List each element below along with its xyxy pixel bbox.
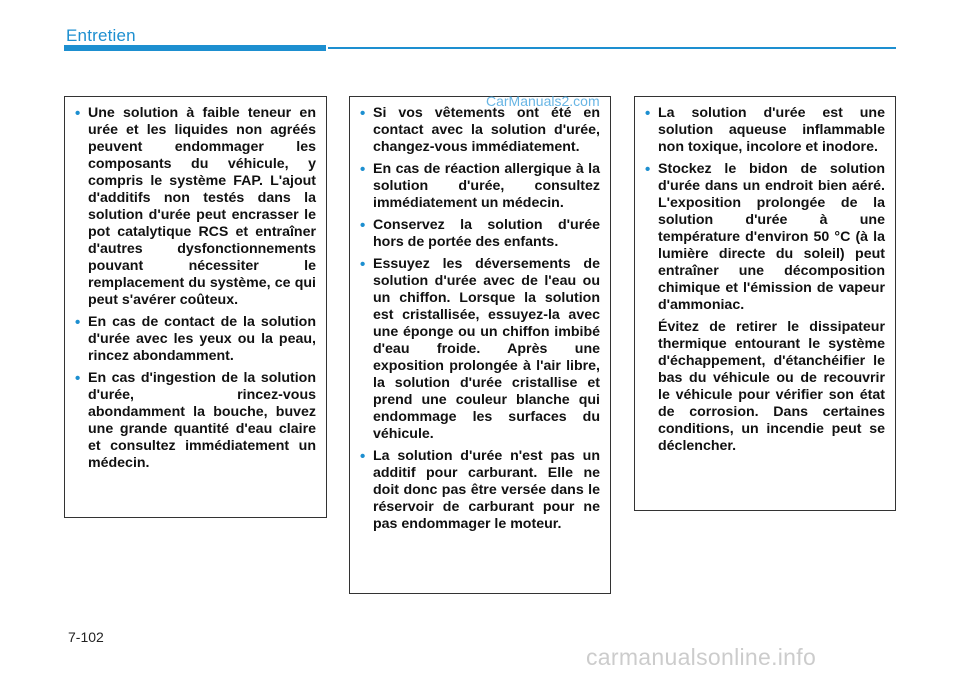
warning-box-1 [64, 96, 327, 518]
warning-list-2 [360, 105, 600, 533]
bullet-icon: • [360, 105, 366, 122]
warning-box-2 [349, 96, 611, 594]
bullet-icon: • [360, 448, 366, 465]
list-item: • En cas de contact de la solution d'urée avec les yeux ou la peau, rincez abondamment. [75, 314, 316, 364]
bullet-icon: • [645, 161, 651, 178]
bullet-icon: • [360, 161, 366, 178]
bullet-icon: • [360, 256, 366, 273]
header-rule-thick [64, 45, 326, 51]
list-item: • Une solution à faible teneur en urée et les liquides non agréés peuvent endommager les composants du véhicule, y compris le système FAP. L'ajout d'additifs non testés dans la solution d'urée peut encrasser le pot catalytique RCS et entraîner d'autres dysfonctionnements pouvant nécessiter le remplacement du système, ce qui peut s'avérer coûteux. [75, 105, 316, 308]
list-item: • La solution d'urée est une solution aqueuse inflammable non toxique, incolore et inodore. [645, 105, 885, 155]
list-item: • Conservez la solution d'urée hors de portée des enfants. [360, 217, 600, 250]
header-rule-thin [328, 47, 896, 49]
warning-list-3 [645, 105, 885, 314]
page-number: 7-102 [68, 629, 104, 645]
watermark-top: CarManuals2.com [486, 93, 600, 109]
watermark-bottom: carmanualsonline.info [586, 644, 817, 670]
bullet-icon: • [75, 370, 81, 387]
list-item: • En cas d'ingestion de la solution d'urée, rincez-vous abondamment la bouche, buvez une grande quantité d'eau claire et consultez immédiatement un médecin. [75, 370, 316, 471]
section-title: Entretien [66, 26, 136, 45]
list-item: • Essuyez les déversements de solution d'urée avec de l'eau ou un chiffon. Lorsque la solution est cristallisée, essuyez-la avec une éponge ou un chiffon imbibé d'eau froide. Après une exposition prolongée à l'air libre, la solution d'urée cristallise et prend une couleur blanche qui endommage les surfaces du véhicule. [360, 256, 600, 442]
bullet-icon: • [75, 105, 81, 122]
list-item: • Stockez le bidon de solution d'urée dans un endroit bien aéré. L'exposition prolongée de la solution d'urée à une température d'environ 50 °C (à la lumière directe du soleil) peut entraîner une décomposition chimique et l'émission de vapeur d'ammoniac. [645, 161, 885, 313]
warning-box-3 [634, 96, 896, 511]
bullet-icon: • [75, 314, 81, 331]
list-item: • En cas de réaction allergique à la solution d'urée, consultez immédiatement un médecin. [360, 161, 600, 211]
continuation-paragraph: Évitez de retirer le dissipateur thermique entourant le système d'échappement, d'étanchéifier le bas du véhicule ou de recouvrir le véhicule pour vérifier son état de corrosion. Dans certaines conditions, un incendie peut se déclencher. [658, 319, 885, 454]
list-item: • Si vos vêtements ont été en contact avec la solution d'urée, changez-vous immédiatement. [360, 105, 600, 155]
list-item: • La solution d'urée n'est pas un additif pour carburant. Elle ne doit donc pas être versée dans le réservoir de carburant pour ne pas endommager le moteur. [360, 448, 600, 532]
bullet-icon: • [360, 217, 366, 234]
bullet-icon: • [645, 105, 651, 122]
warning-list-1 [75, 105, 316, 472]
